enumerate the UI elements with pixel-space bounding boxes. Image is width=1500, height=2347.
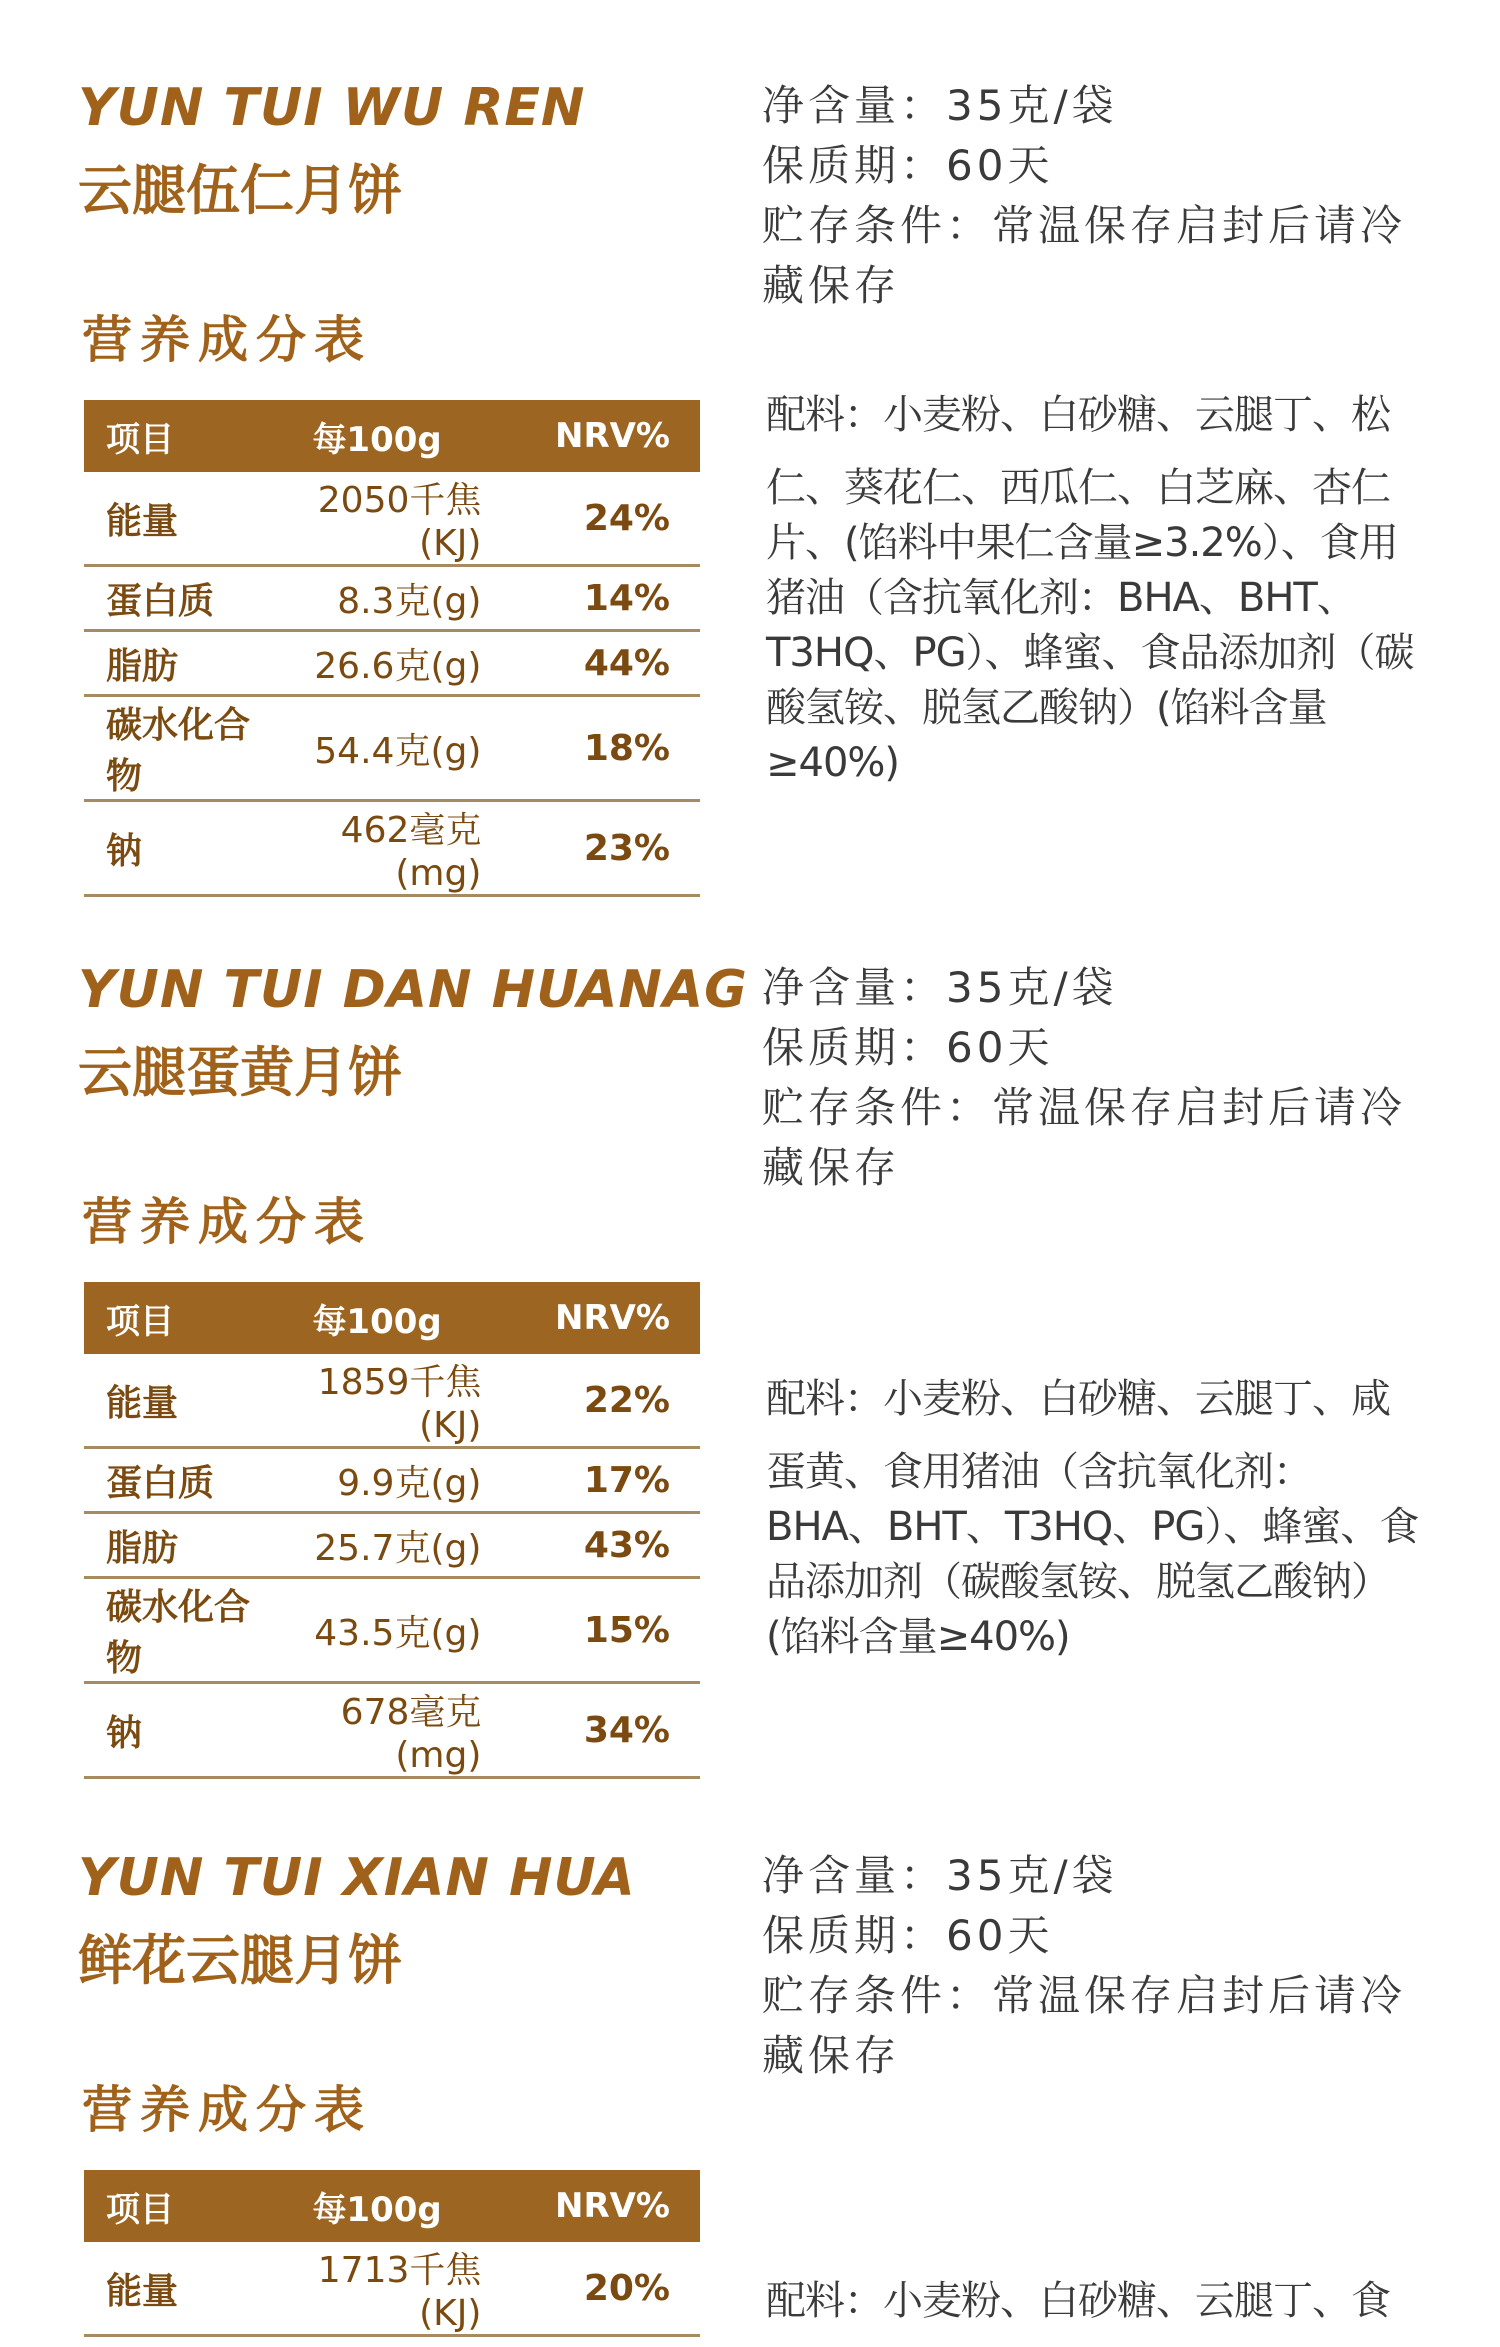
header-per-100g: 每100g [273, 400, 482, 472]
nutrient-per-100g: 26.6克(g) [273, 631, 482, 696]
nutrition-table [84, 2170, 700, 2337]
nutrition-table-title: 营养成分表 [82, 1193, 372, 1251]
nutrition-table-header [84, 400, 700, 472]
nutrient-name: 能量 [84, 2242, 273, 2336]
table-row [84, 1578, 700, 1683]
ingredients-lead: 配料：小麦粉、白砂糖、云腿丁、松 [766, 392, 1390, 438]
nutrient-per-100g: 2050千焦(KJ) [273, 472, 482, 566]
nutrition-table-body [84, 1354, 700, 1778]
product-name-en: YUN TUI DAN HUANAG [78, 960, 748, 1020]
header-nrv: NRV% [481, 400, 700, 472]
nutrient-nrv: 17% [481, 1448, 700, 1513]
nutrition-table [84, 400, 700, 897]
shelf-life: 保质期：60天 [762, 1023, 1054, 1072]
nutrient-nrv: 22% [481, 1354, 700, 1448]
nutrition-table-header [84, 2170, 700, 2242]
nutrient-name: 钠 [84, 1683, 273, 1778]
nutrition-table [84, 1282, 700, 1779]
product-name-cn: 云腿伍仁月饼 [78, 159, 402, 222]
product-specs [762, 1846, 1442, 2086]
product-name-cn: 鲜花云腿月饼 [78, 1929, 402, 1992]
header-nrv: NRV% [481, 1282, 700, 1354]
header-row [84, 2170, 700, 2242]
table-row [84, 1354, 700, 1448]
nutrient-name: 钠 [84, 801, 273, 896]
nutrient-name: 蛋白质 [84, 566, 273, 631]
header-per-100g: 每100g [273, 2170, 482, 2242]
nutrient-name: 蛋白质 [84, 1448, 273, 1513]
nutrient-nrv: 24% [481, 472, 700, 566]
net-content: 净含量：35克/袋 [762, 81, 1118, 130]
table-row [84, 696, 700, 801]
ingredients [766, 388, 1426, 791]
net-content: 净含量：35克/袋 [762, 963, 1118, 1012]
table-row [84, 2242, 700, 2336]
nutrient-name: 碳水化合物 [84, 1578, 273, 1683]
nutrient-nrv: 44% [481, 631, 700, 696]
nutrient-per-100g: 678毫克(mg) [273, 1683, 482, 1778]
header-row [84, 400, 700, 472]
table-row [84, 566, 700, 631]
nutrient-per-100g: 1713千焦(KJ) [273, 2242, 482, 2336]
ingredients-lead: 配料：小麦粉、白砂糖、云腿丁、食 [766, 2278, 1390, 2324]
nutrient-per-100g: 9.9克(g) [273, 1448, 482, 1513]
nutrient-per-100g: 54.4克(g) [273, 696, 482, 801]
table-row [84, 631, 700, 696]
header-item: 项目 [84, 2170, 273, 2242]
ingredients-lead: 配料：小麦粉、白砂糖、云腿丁、咸 [766, 1376, 1390, 1422]
nutrient-per-100g: 1859千焦(KJ) [273, 1354, 482, 1448]
nutrition-table-body [84, 2242, 700, 2336]
shelf-life: 保质期：60天 [762, 1911, 1054, 1960]
product-specs [762, 76, 1442, 316]
nutrient-name: 脂肪 [84, 1513, 273, 1578]
table-row [84, 1448, 700, 1513]
nutrient-nrv: 20% [481, 2242, 700, 2336]
header-item: 项目 [84, 400, 273, 472]
nutrition-table-title: 营养成分表 [82, 311, 372, 369]
ingredients-rest: 蛋黄、食用猪油（含抗氧化剂：BHA、BHT、T3HQ、PG）、蜂蜜、食品添加剂（碳酸氢铵、脱氢乙酸钠）(馅料含量≥40%) [766, 1449, 1419, 1660]
nutrition-table-title: 营养成分表 [82, 2081, 372, 2139]
table-row [84, 801, 700, 896]
nutrient-name: 能量 [84, 472, 273, 566]
storage-conditions: 贮存条件：常温保存启封后请冷藏保存 [762, 1083, 1407, 1192]
nutrient-name: 能量 [84, 1354, 273, 1448]
nutrition-table-body [84, 472, 700, 896]
product-name-en: YUN TUI WU REN [78, 78, 586, 138]
header-row [84, 1282, 700, 1354]
storage-conditions: 贮存条件：常温保存启封后请冷藏保存 [762, 1971, 1407, 2080]
table-row [84, 472, 700, 566]
nutrient-name: 碳水化合物 [84, 696, 273, 801]
nutrient-nrv: 15% [481, 1578, 700, 1683]
table-row [84, 1513, 700, 1578]
nutrient-nrv: 23% [481, 801, 700, 896]
nutrient-nrv: 18% [481, 696, 700, 801]
storage-conditions: 贮存条件：常温保存启封后请冷藏保存 [762, 201, 1407, 310]
ingredients-rest: 仁、葵花仁、西瓜仁、白芝麻、杏仁片、(馅料中果仁含量≥3.2%）、食用猪油（含抗氧化剂：BHA、BHT、T3HQ、PG）、蜂蜜、食品添加剂（碳酸氢铵、脱氢乙酸钠）(馅料含量≥40%) [766, 465, 1414, 786]
header-nrv: NRV% [481, 2170, 700, 2242]
nutrient-per-100g: 462毫克(mg) [273, 801, 482, 896]
header-per-100g: 每100g [273, 1282, 482, 1354]
header-item: 项目 [84, 1282, 273, 1354]
product-specs [762, 958, 1442, 1198]
table-row [84, 1683, 700, 1778]
nutrient-nrv: 34% [481, 1683, 700, 1778]
nutrient-per-100g: 25.7克(g) [273, 1513, 482, 1578]
ingredients [766, 2274, 1426, 2347]
product-name-en: YUN TUI XIAN HUA [78, 1848, 636, 1908]
nutrient-per-100g: 8.3克(g) [273, 566, 482, 631]
nutrition-table-header [84, 1282, 700, 1354]
net-content: 净含量：35克/袋 [762, 1851, 1118, 1900]
nutrient-name: 脂肪 [84, 631, 273, 696]
nutrient-nrv: 43% [481, 1513, 700, 1578]
product-name-cn: 云腿蛋黄月饼 [78, 1041, 402, 1104]
shelf-life: 保质期：60天 [762, 141, 1054, 190]
nutrient-nrv: 14% [481, 566, 700, 631]
nutrient-per-100g: 43.5克(g) [273, 1578, 482, 1683]
ingredients [766, 1372, 1426, 1665]
